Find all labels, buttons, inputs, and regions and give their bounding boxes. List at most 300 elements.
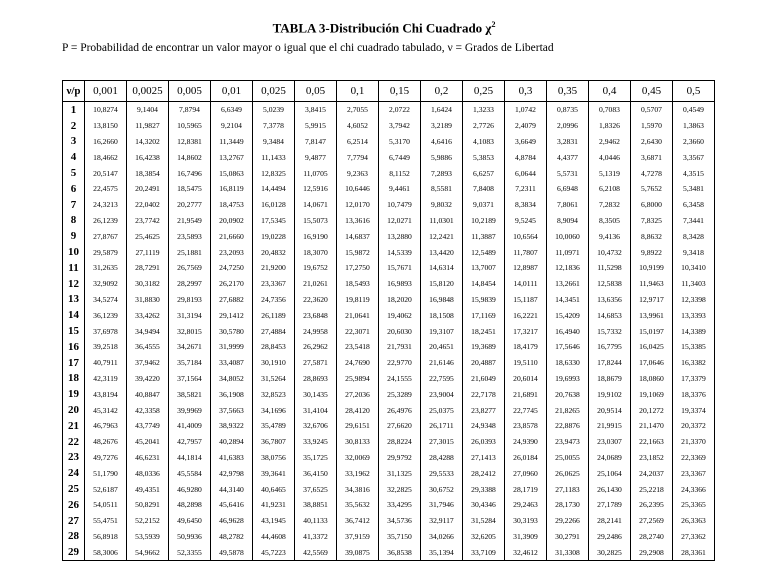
value-cell: 18,8679 <box>589 371 631 387</box>
value-cell: 21,8265 <box>547 402 589 418</box>
value-cell: 29,5879 <box>85 244 127 260</box>
value-cell: 55,4751 <box>85 513 127 529</box>
table-row <box>63 513 715 529</box>
value-cell: 11,0301 <box>421 213 463 229</box>
value-cell: 39,2518 <box>85 339 127 355</box>
value-cell: 16,7496 <box>169 165 211 181</box>
value-cell: 31,9999 <box>211 339 253 355</box>
value-cell: 38,5821 <box>169 386 211 402</box>
value-cell: 48,2782 <box>211 529 253 545</box>
value-cell: 20,2491 <box>127 181 169 197</box>
value-cell: 31,1325 <box>379 465 421 481</box>
title-text: TABLA 3-Distribución Chi Cuadrado χ <box>272 20 492 36</box>
value-cell: 1,5970 <box>631 118 673 134</box>
value-cell: 41,3372 <box>295 529 337 545</box>
value-cell: 3,6649 <box>505 134 547 150</box>
row-df-cell: 6 <box>63 181 85 197</box>
value-cell: 30,1910 <box>253 355 295 371</box>
value-cell: 34,5736 <box>379 513 421 529</box>
value-cell: 22,3369 <box>673 450 715 466</box>
value-cell: 45,3142 <box>85 402 127 418</box>
value-cell: 21,1470 <box>631 418 673 434</box>
value-cell: 13,2880 <box>379 228 421 244</box>
header-row <box>63 81 715 102</box>
value-cell: 36,7807 <box>253 434 295 450</box>
value-cell: 16,8119 <box>211 181 253 197</box>
header-cell-p: 0,001 <box>85 81 127 102</box>
table-row <box>63 118 715 134</box>
value-cell: 18,3854 <box>127 165 169 181</box>
header-cell-p: 0,025 <box>253 81 295 102</box>
value-cell: 24,9390 <box>505 434 547 450</box>
value-cell: 29,2266 <box>547 513 589 529</box>
value-cell: 3,7942 <box>379 118 421 134</box>
value-cell: 30,4346 <box>463 497 505 513</box>
value-cell: 11,3449 <box>211 134 253 150</box>
value-cell: 24,3366 <box>673 481 715 497</box>
value-cell: 20,0902 <box>211 213 253 229</box>
value-cell: 42,9798 <box>211 465 253 481</box>
value-cell: 7,8794 <box>169 102 211 118</box>
value-cell: 52,6187 <box>85 481 127 497</box>
value-cell: 6,0644 <box>505 165 547 181</box>
value-cell: 21,6146 <box>421 355 463 371</box>
value-cell: 7,2832 <box>589 197 631 213</box>
value-cell: 44,4608 <box>253 529 295 545</box>
value-cell: 35,4789 <box>253 418 295 434</box>
value-cell: 3,3567 <box>673 149 715 165</box>
value-cell: 2,0996 <box>547 118 589 134</box>
row-df-cell: 23 <box>63 450 85 466</box>
value-cell: 23,9473 <box>547 434 589 450</box>
value-cell: 37,6525 <box>295 481 337 497</box>
value-cell: 6,6349 <box>211 102 253 118</box>
table-row <box>63 323 715 339</box>
value-cell: 36,1908 <box>211 386 253 402</box>
value-cell: 58,3006 <box>85 544 127 560</box>
value-cell: 9,8032 <box>421 197 463 213</box>
value-cell: 42,3119 <box>85 371 127 387</box>
value-cell: 19,9102 <box>589 386 631 402</box>
value-cell: 20,2777 <box>169 197 211 213</box>
value-cell: 8,8632 <box>631 228 673 244</box>
value-cell: 10,2189 <box>463 213 505 229</box>
value-cell: 26,0625 <box>547 465 589 481</box>
value-cell: 21,0641 <box>337 307 379 323</box>
value-cell: 13,4420 <box>421 244 463 260</box>
value-cell: 25,1881 <box>169 244 211 260</box>
table-row <box>63 465 715 481</box>
value-cell: 28,1719 <box>505 481 547 497</box>
table-row <box>63 149 715 165</box>
row-df-cell: 7 <box>63 197 85 213</box>
value-cell: 16,3382 <box>673 355 715 371</box>
value-cell: 28,2412 <box>463 465 505 481</box>
value-cell: 3,2831 <box>547 134 589 150</box>
value-cell: 20,6030 <box>379 323 421 339</box>
value-cell: 12,8987 <box>505 260 547 276</box>
value-cell: 8,3505 <box>589 213 631 229</box>
value-cell: 30,3193 <box>505 513 547 529</box>
value-cell: 31,3194 <box>169 307 211 323</box>
value-cell: 0,5707 <box>631 102 673 118</box>
value-cell: 26,1239 <box>85 213 127 229</box>
value-cell: 21,6660 <box>211 228 253 244</box>
value-cell: 32,8523 <box>253 386 295 402</box>
page-title <box>0 20 768 36</box>
value-cell: 18,5475 <box>169 181 211 197</box>
row-df-cell: 15 <box>63 323 85 339</box>
value-cell: 28,2997 <box>169 276 211 292</box>
value-cell: 19,1069 <box>631 386 673 402</box>
value-cell: 5,0239 <box>253 102 295 118</box>
value-cell: 41,4009 <box>169 418 211 434</box>
value-cell: 13,7007 <box>463 260 505 276</box>
value-cell: 19,4062 <box>379 307 421 323</box>
value-cell: 30,6752 <box>421 481 463 497</box>
value-cell: 22,0402 <box>127 197 169 213</box>
value-cell: 26,4976 <box>379 402 421 418</box>
value-cell: 20,5147 <box>85 165 127 181</box>
value-cell: 11,0971 <box>547 244 589 260</box>
value-cell: 32,6706 <box>295 418 337 434</box>
value-cell: 18,4179 <box>505 339 547 355</box>
value-cell: 18,6330 <box>547 355 589 371</box>
value-cell: 17,5646 <box>547 339 589 355</box>
table-row <box>63 276 715 292</box>
value-cell: 27,0960 <box>505 465 547 481</box>
value-cell: 21,6049 <box>463 371 505 387</box>
value-cell: 14,8602 <box>169 149 211 165</box>
value-cell: 36,1239 <box>85 307 127 323</box>
value-cell: 20,6014 <box>505 371 547 387</box>
value-cell: 33,4262 <box>127 307 169 323</box>
value-cell: 13,3393 <box>673 307 715 323</box>
table-row <box>63 481 715 497</box>
value-cell: 12,0170 <box>337 197 379 213</box>
value-cell: 11,3403 <box>673 276 715 292</box>
value-cell: 24,7250 <box>211 260 253 276</box>
value-cell: 15,3385 <box>673 339 715 355</box>
value-cell: 42,3358 <box>127 402 169 418</box>
table-row <box>63 418 715 434</box>
value-cell: 29,5533 <box>421 465 463 481</box>
value-cell: 22,3071 <box>337 323 379 339</box>
value-cell: 14,0671 <box>295 197 337 213</box>
value-cell: 9,3418 <box>673 244 715 260</box>
value-cell: 15,7332 <box>589 323 631 339</box>
value-cell: 21,7931 <box>379 339 421 355</box>
value-cell: 45,6416 <box>211 497 253 513</box>
table-row <box>63 213 715 229</box>
row-df-cell: 8 <box>63 213 85 229</box>
row-df-cell: 1 <box>63 102 85 118</box>
value-cell: 39,3641 <box>253 465 295 481</box>
value-cell: 4,4377 <box>547 149 589 165</box>
value-cell: 20,7638 <box>547 386 589 402</box>
value-cell: 14,3202 <box>127 134 169 150</box>
value-cell: 42,7957 <box>169 434 211 450</box>
value-cell: 22,8876 <box>547 418 589 434</box>
value-cell: 11,9463 <box>631 276 673 292</box>
row-df-cell: 3 <box>63 134 85 150</box>
value-cell: 29,6151 <box>337 418 379 434</box>
value-cell: 11,1433 <box>253 149 295 165</box>
value-cell: 6,8000 <box>631 197 673 213</box>
value-cell: 12,0271 <box>379 213 421 229</box>
value-cell: 35,5632 <box>337 497 379 513</box>
value-cell: 11,3887 <box>463 228 505 244</box>
value-cell: 45,5584 <box>169 465 211 481</box>
value-cell: 19,3374 <box>673 402 715 418</box>
value-cell: 26,1189 <box>253 307 295 323</box>
table-row <box>63 544 715 560</box>
value-cell: 37,9159 <box>337 529 379 545</box>
value-cell: 16,9848 <box>421 292 463 308</box>
value-cell: 28,4288 <box>421 450 463 466</box>
value-cell: 44,1814 <box>169 450 211 466</box>
header-cell-p: 0,1 <box>337 81 379 102</box>
value-cell: 13,3616 <box>337 213 379 229</box>
value-cell: 20,3372 <box>673 418 715 434</box>
value-cell: 43,7749 <box>127 418 169 434</box>
value-cell: 39,4220 <box>127 371 169 387</box>
value-cell: 16,0128 <box>253 197 295 213</box>
value-cell: 25,4625 <box>127 228 169 244</box>
value-cell: 26,2962 <box>295 339 337 355</box>
value-cell: 33,4295 <box>379 497 421 513</box>
value-cell: 3,6871 <box>631 149 673 165</box>
value-cell: 7,2893 <box>421 165 463 181</box>
value-cell: 27,3015 <box>421 434 463 450</box>
value-cell: 23,0307 <box>589 434 631 450</box>
row-df-cell: 13 <box>63 292 85 308</box>
value-cell: 19,5110 <box>505 355 547 371</box>
value-cell: 42,5569 <box>295 544 337 560</box>
value-cell: 26,3363 <box>673 513 715 529</box>
value-cell: 52,3355 <box>169 544 211 560</box>
value-cell: 1,8326 <box>589 118 631 134</box>
value-cell: 38,8851 <box>295 497 337 513</box>
value-cell: 34,0266 <box>421 529 463 545</box>
value-cell: 23,1852 <box>631 450 673 466</box>
header-cell-p: 0,25 <box>463 81 505 102</box>
value-cell: 22,9770 <box>379 355 421 371</box>
value-cell: 1,3863 <box>673 118 715 134</box>
value-cell: 17,1169 <box>463 307 505 323</box>
table-row <box>63 134 715 150</box>
value-cell: 13,9961 <box>631 307 673 323</box>
value-cell: 31,5284 <box>463 513 505 529</box>
header-cell-p: 0,45 <box>631 81 673 102</box>
value-cell: 2,7055 <box>337 102 379 118</box>
value-cell: 27,2036 <box>337 386 379 402</box>
value-cell: 14,0111 <box>505 276 547 292</box>
value-cell: 31,3308 <box>547 544 589 560</box>
value-cell: 40,7911 <box>85 355 127 371</box>
table-row <box>63 292 715 308</box>
value-cell: 27,4884 <box>253 323 295 339</box>
value-cell: 40,1133 <box>295 513 337 529</box>
value-cell: 21,9915 <box>589 418 631 434</box>
value-cell: 16,2660 <box>85 134 127 150</box>
value-cell: 4,6052 <box>337 118 379 134</box>
value-cell: 6,6948 <box>547 181 589 197</box>
row-df-cell: 9 <box>63 228 85 244</box>
value-cell: 21,0261 <box>295 276 337 292</box>
header-cell-p: 0,4 <box>589 81 631 102</box>
value-cell: 29,8193 <box>169 292 211 308</box>
value-cell: 2,3660 <box>673 134 715 150</box>
value-cell: 32,9092 <box>85 276 127 292</box>
value-cell: 29,2486 <box>589 529 631 545</box>
table <box>62 80 715 561</box>
row-df-cell: 2 <box>63 118 85 134</box>
value-cell: 18,4753 <box>211 197 253 213</box>
value-cell: 28,1730 <box>547 497 589 513</box>
value-cell: 11,5298 <box>589 260 631 276</box>
value-cell: 23,6848 <box>295 307 337 323</box>
value-cell: 29,2908 <box>631 544 673 560</box>
header-cell-p: 0,35 <box>547 81 589 102</box>
value-cell: 9,4136 <box>589 228 631 244</box>
value-cell: 40,2894 <box>211 434 253 450</box>
value-cell: 2,7726 <box>463 118 505 134</box>
value-cell: 2,4079 <box>505 118 547 134</box>
table-row <box>63 529 715 545</box>
value-cell: 12,1836 <box>547 260 589 276</box>
value-cell: 7,8061 <box>547 197 589 213</box>
value-cell: 16,4238 <box>127 149 169 165</box>
value-cell: 19,3689 <box>463 339 505 355</box>
value-cell: 23,2093 <box>211 244 253 260</box>
value-cell: 23,8277 <box>463 402 505 418</box>
value-cell: 16,9190 <box>295 228 337 244</box>
value-cell: 37,1564 <box>169 371 211 387</box>
value-cell: 27,6882 <box>211 292 253 308</box>
value-cell: 22,1663 <box>631 434 673 450</box>
value-cell: 34,1696 <box>253 402 295 418</box>
value-cell: 50,8291 <box>127 497 169 513</box>
value-cell: 20,4887 <box>463 355 505 371</box>
value-cell: 32,8015 <box>169 323 211 339</box>
value-cell: 7,8325 <box>631 213 673 229</box>
value-cell: 25,1064 <box>589 465 631 481</box>
value-cell: 8,3428 <box>673 228 715 244</box>
value-cell: 15,0863 <box>211 165 253 181</box>
value-cell: 20,4832 <box>253 244 295 260</box>
value-cell: 21,3370 <box>673 434 715 450</box>
value-cell: 24,7690 <box>337 355 379 371</box>
header-cell-p: 0,01 <box>211 81 253 102</box>
value-cell: 6,7449 <box>379 149 421 165</box>
row-df-cell: 4 <box>63 149 85 165</box>
value-cell: 12,3398 <box>673 292 715 308</box>
row-df-cell: 16 <box>63 339 85 355</box>
value-cell: 5,7652 <box>631 181 673 197</box>
header-cell-p: 0,005 <box>169 81 211 102</box>
value-cell: 25,0375 <box>421 402 463 418</box>
value-cell: 18,2451 <box>463 323 505 339</box>
value-cell: 36,4150 <box>295 465 337 481</box>
value-cell: 14,8454 <box>463 276 505 292</box>
value-cell: 20,9514 <box>589 402 631 418</box>
value-cell: 23,3367 <box>253 276 295 292</box>
value-cell: 27,6620 <box>379 418 421 434</box>
value-cell: 3,8415 <box>295 102 337 118</box>
value-cell: 2,9462 <box>589 134 631 150</box>
row-df-cell: 21 <box>63 418 85 434</box>
row-df-cell: 27 <box>63 513 85 529</box>
value-cell: 39,0875 <box>337 544 379 560</box>
value-cell: 35,1394 <box>421 544 463 560</box>
value-cell: 9,4877 <box>295 149 337 165</box>
value-cell: 19,3107 <box>421 323 463 339</box>
value-cell: 31,3909 <box>505 529 547 545</box>
table-row <box>63 197 715 213</box>
value-cell: 24,3213 <box>85 197 127 213</box>
value-cell: 28,8224 <box>379 434 421 450</box>
value-cell: 30,2791 <box>547 529 589 545</box>
row-df-cell: 24 <box>63 465 85 481</box>
value-cell: 28,7291 <box>127 260 169 276</box>
value-cell: 9,4461 <box>379 181 421 197</box>
value-cell: 17,2750 <box>337 260 379 276</box>
value-cell: 35,7150 <box>379 529 421 545</box>
value-cell: 14,5339 <box>379 244 421 260</box>
chi-square-table <box>62 80 715 561</box>
value-cell: 54,9662 <box>127 544 169 560</box>
value-cell: 45,7223 <box>253 544 295 560</box>
value-cell: 5,1319 <box>589 165 631 181</box>
value-cell: 34,9494 <box>127 323 169 339</box>
value-cell: 9,2363 <box>337 165 379 181</box>
title-superscript: 2 <box>491 20 496 29</box>
value-cell: 21,9200 <box>253 260 295 276</box>
value-cell: 15,9872 <box>337 244 379 260</box>
table-row <box>63 434 715 450</box>
value-cell: 17,3379 <box>673 371 715 387</box>
header-cell-p: 0,05 <box>295 81 337 102</box>
value-cell: 28,2141 <box>589 513 631 529</box>
value-cell: 23,3367 <box>673 465 715 481</box>
value-cell: 18,3376 <box>673 386 715 402</box>
value-cell: 46,9628 <box>211 513 253 529</box>
value-cell: 7,8147 <box>295 134 337 150</box>
value-cell: 33,7109 <box>463 544 505 560</box>
table-row <box>63 307 715 323</box>
value-cell: 32,9117 <box>421 513 463 529</box>
value-cell: 11,0705 <box>295 165 337 181</box>
row-df-cell: 14 <box>63 307 85 323</box>
value-cell: 15,9839 <box>463 292 505 308</box>
value-cell: 17,3217 <box>505 323 547 339</box>
value-cell: 24,2037 <box>631 465 673 481</box>
value-cell: 24,9958 <box>295 323 337 339</box>
row-df-cell: 19 <box>63 386 85 402</box>
value-cell: 36,7412 <box>337 513 379 529</box>
value-cell: 43,1945 <box>253 513 295 529</box>
value-cell: 10,6564 <box>505 228 547 244</box>
value-cell: 27,3362 <box>673 529 715 545</box>
value-cell: 27,8767 <box>85 228 127 244</box>
value-cell: 9,8922 <box>631 244 673 260</box>
header-cell-p: 0,2 <box>421 81 463 102</box>
value-cell: 31,7946 <box>421 497 463 513</box>
value-cell: 4,7278 <box>631 165 673 181</box>
value-cell: 14,6853 <box>589 307 631 323</box>
table-row <box>63 355 715 371</box>
